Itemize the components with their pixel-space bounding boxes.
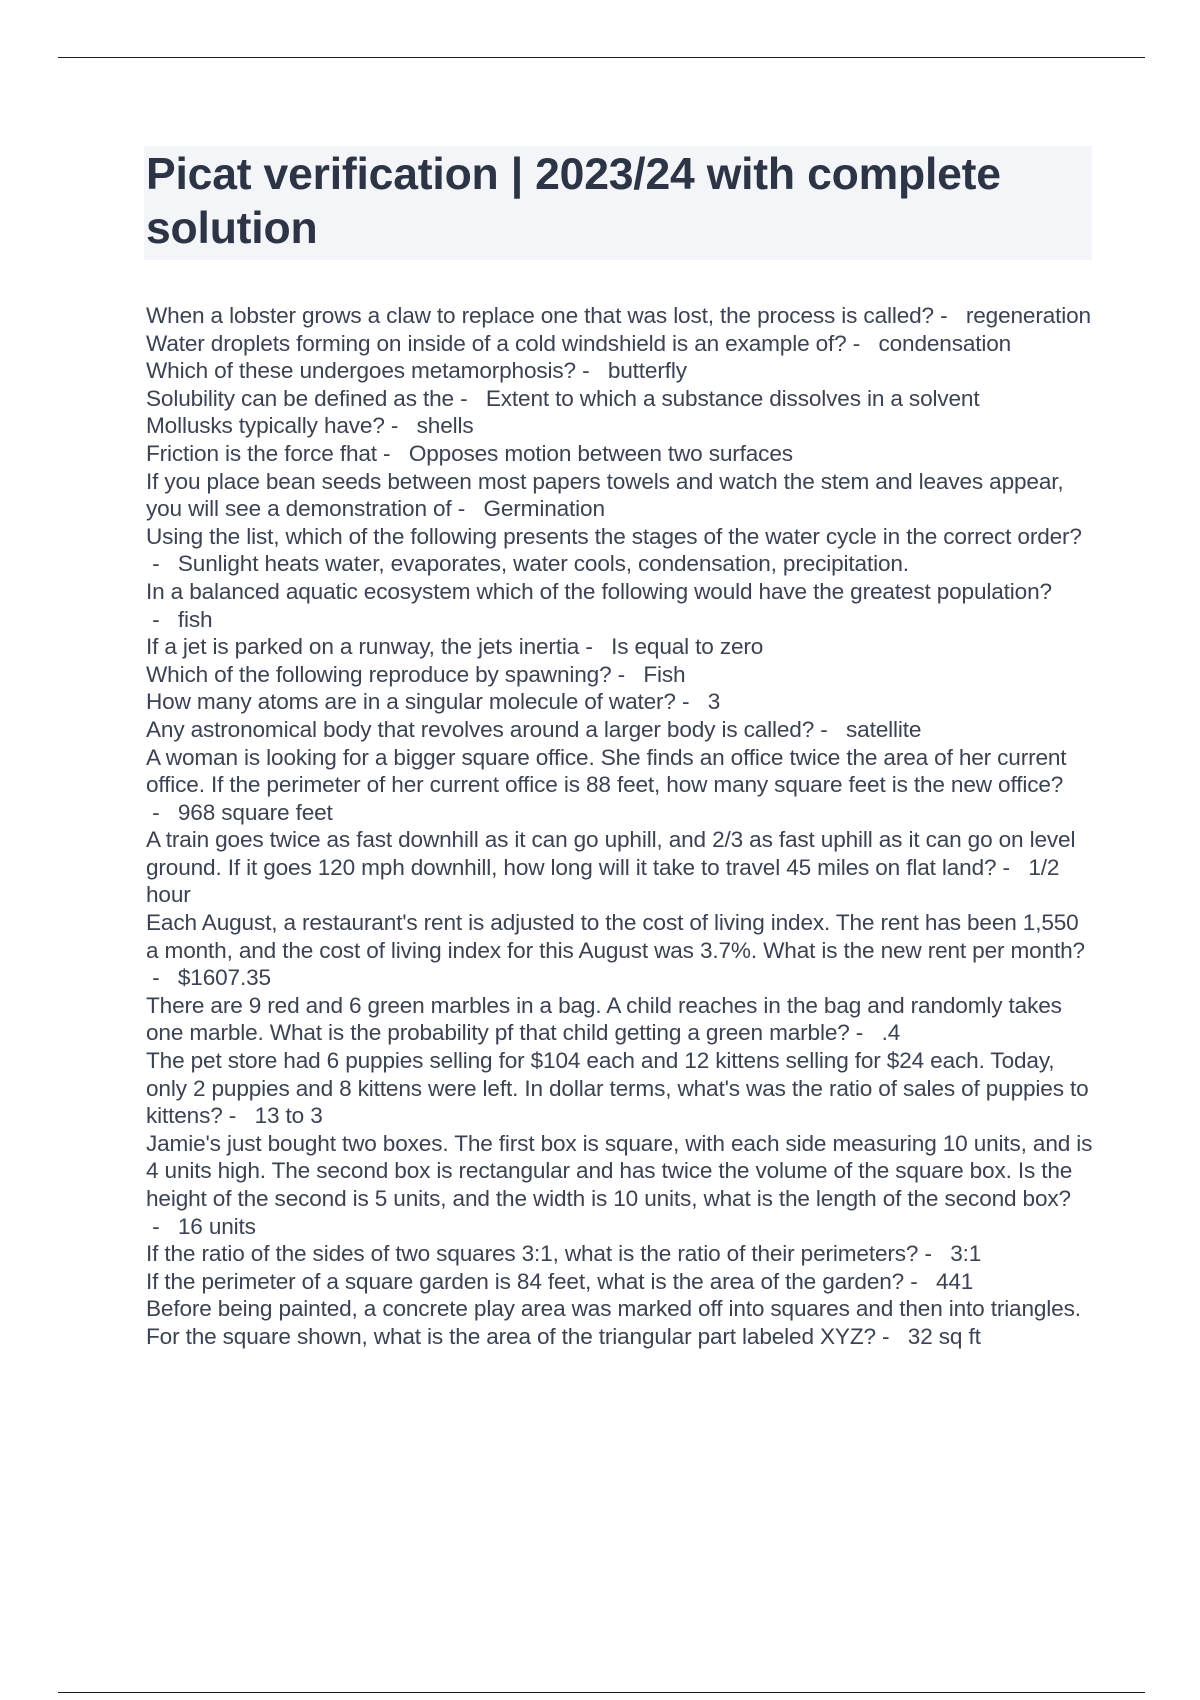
- qa-item: [146, 1047, 1096, 1130]
- qa-item: [146, 330, 1096, 358]
- qa-list: [146, 302, 1096, 1351]
- qa-separator: -: [579, 634, 612, 660]
- qa-separator: -: [846, 330, 879, 356]
- qa-separator: -: [451, 496, 484, 522]
- question-text: If a jet is parked on a runway, the jets inertia: [146, 634, 580, 660]
- qa-separator: -: [146, 965, 178, 991]
- title-block: [144, 146, 1092, 260]
- question-text: Which of these undergoes metamorphosis?: [146, 358, 576, 384]
- qa-separator: -: [146, 1213, 178, 1239]
- answer-text: Is equal to zero: [611, 634, 764, 660]
- top-rule: [58, 57, 1145, 58]
- qa-item: [146, 440, 1096, 468]
- answer-text: 13 to 3: [254, 1103, 323, 1129]
- question-text: Friction is the force fhat: [146, 440, 377, 466]
- answer-text: .4: [881, 1020, 901, 1046]
- qa-item: [146, 661, 1096, 689]
- question-text: A woman is looking for a bigger square office. She finds an office twice the area of her current office. If the perimeter of her current office is 88 feet, how many square feet is the new office?: [146, 744, 1067, 798]
- answer-text: Germination: [483, 496, 605, 522]
- question-text: A train goes twice as fast downhill as it can go uphill, and 2/3 as fast uphill as it can go on level ground. If it goes 120 mph downhill, how long will it take to travel 45 miles on flat land?: [146, 827, 1076, 880]
- qa-item: [146, 357, 1096, 385]
- qa-separator: -: [146, 551, 178, 577]
- qa-item: [146, 909, 1096, 992]
- qa-item: [146, 385, 1096, 413]
- qa-item: [146, 716, 1096, 744]
- question-text: When a lobster grows a claw to replace one that was lost, the process is called?: [146, 303, 934, 328]
- answer-text: 441: [935, 1268, 974, 1294]
- question-text: Any astronomical body that revolves around a larger body is called?: [146, 716, 815, 742]
- question-text: If you place bean seeds between most papers towels and watch the stem and leaves appear, you will see a demonstration of: [146, 468, 1064, 522]
- answer-text: shells: [416, 413, 474, 439]
- qa-separator: -: [849, 1020, 882, 1046]
- question-text: Using the list, which of the following presents the stages of the water cycle in the correct order?: [146, 523, 1082, 549]
- qa-separator: -: [453, 385, 486, 411]
- answer-text: Extent to which a substance dissolves in a solvent: [485, 385, 980, 411]
- answer-text: Opposes motion between two surfaces: [408, 440, 793, 466]
- qa-item: [146, 302, 1096, 330]
- question-text: How many atoms are in a singular molecule of water?: [146, 689, 676, 715]
- answer-text: butterfly: [607, 358, 687, 384]
- qa-item: [146, 468, 1096, 523]
- question-text: Jamie's just bought two boxes. The first box is square, with each side measuring 10 units, and is 4 units high. The second box is rectangular and has twice the volume of the square box. Is the height of the second is 5 units, and the width is 10 units, what is the length of the second box?: [146, 1130, 1093, 1211]
- qa-separator: -: [575, 358, 608, 384]
- answer-text: fish: [177, 606, 213, 632]
- answer-text: satellite: [846, 716, 922, 742]
- answer-text: 16 units: [177, 1213, 256, 1239]
- question-text: In a balanced aquatic ecosystem which of the following would have the greatest population?: [146, 578, 1052, 604]
- answer-text: 3:1: [950, 1241, 982, 1267]
- question-text: Water droplets forming on inside of a cold windshield is an example of?: [146, 330, 847, 356]
- question-text: Before being painted, a concrete play area was marked off into squares and then into triangles. For the square shown, what is the area of the triangular part labeled XYZ?: [146, 1296, 1081, 1349]
- answer-text: 1/2 hour: [146, 854, 1060, 908]
- qa-item: [146, 412, 1096, 440]
- qa-item: [146, 826, 1096, 909]
- qa-separator: -: [904, 1268, 936, 1294]
- qa-item: [146, 744, 1096, 827]
- qa-item: [146, 1130, 1096, 1240]
- qa-separator: -: [918, 1241, 951, 1267]
- question-text: Solubility can be defined as the: [146, 385, 454, 411]
- answer-text: regeneration: [965, 303, 1091, 328]
- qa-separator: -: [996, 854, 1029, 880]
- qa-separator: -: [814, 716, 847, 742]
- question-text: If the ratio of the sides of two squares 3:1, what is the ratio of their perimeters?: [146, 1241, 919, 1267]
- qa-item: [146, 523, 1096, 578]
- qa-item: [146, 1240, 1096, 1268]
- answer-text: 3: [707, 689, 721, 715]
- qa-separator: -: [146, 606, 178, 632]
- answer-text: Sunlight heats water, evaporates, water cools, condensation, precipitation.: [177, 551, 909, 577]
- document-title: Picat verification | 2023/24 with complete solution: [146, 150, 1001, 253]
- qa-separator: -: [611, 661, 644, 687]
- qa-item: [146, 992, 1096, 1047]
- answer-text: 968 square feet: [177, 799, 333, 825]
- qa-item: [146, 1268, 1096, 1296]
- answer-text: $1607.35: [177, 965, 271, 991]
- question-text: If the perimeter of a square garden is 84 feet, what is the area of the garden?: [146, 1268, 905, 1294]
- question-text: There are 9 red and 6 green marbles in a bag. A child reaches in the bag and randomly takes one marble. What is the probability pf that child getting a green marble?: [146, 992, 1062, 1046]
- qa-separator: -: [376, 440, 409, 466]
- answer-text: Fish: [643, 661, 686, 687]
- qa-separator: -: [675, 689, 708, 715]
- qa-item: [146, 633, 1096, 661]
- qa-item: [146, 578, 1096, 633]
- answer-text: condensation: [878, 330, 1012, 356]
- qa-item: [146, 1295, 1096, 1350]
- qa-separator: -: [222, 1103, 255, 1129]
- qa-separator: -: [875, 1323, 908, 1349]
- qa-item: [146, 688, 1096, 716]
- qa-separator: -: [384, 413, 417, 439]
- qa-separator: -: [933, 303, 966, 328]
- question-text: The pet store had 6 puppies selling for $104 each and 12 kittens selling for $24 each. Today, only 2 puppies and 8 kittens were left. In dollar terms, what's was the ratio of sales of puppies to kittens?: [146, 1048, 1089, 1129]
- answer-text: 32 sq ft: [907, 1323, 981, 1349]
- question-text: Which of the following reproduce by spawning?: [146, 661, 612, 687]
- qa-separator: -: [146, 799, 178, 825]
- question-text: Each August, a restaurant's rent is adjusted to the cost of living index. The rent has been 1,550 a month, and the cost of living index for this August was 3.7%. What is the new rent per month?: [146, 910, 1085, 963]
- bottom-rule: [58, 1692, 1145, 1693]
- question-text: Mollusks typically have?: [146, 413, 385, 439]
